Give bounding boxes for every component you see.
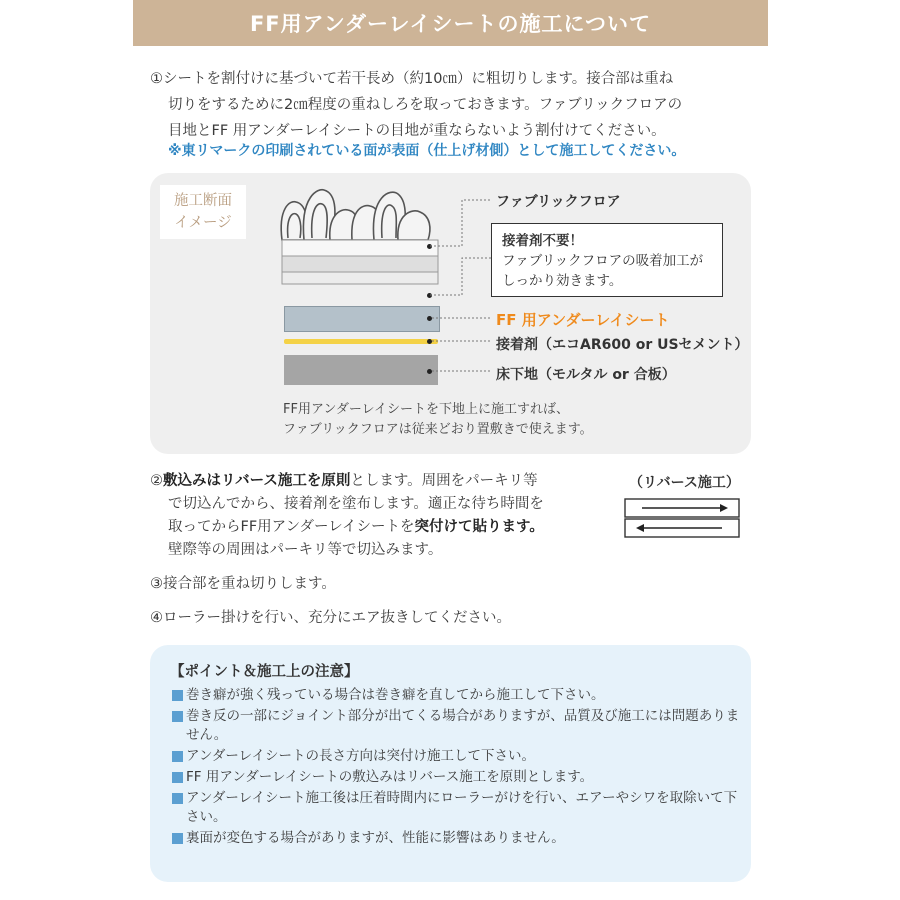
step2-line4: 壁際等の周囲はパーキリ等で切込みます。 (168, 542, 443, 558)
callout-line1: ファブリックフロアの吸着加工が (502, 253, 704, 269)
step2-line3a: 取ってからFF用アンダーレイシートを (168, 519, 415, 535)
surface-note: ※東リマークの印刷されている面が表面（仕上げ材側）として施工してください。 (168, 143, 686, 159)
step3-text: ③接合部を重ね切りします。 (150, 576, 336, 592)
step2-line2: で切込んでから、接着剤を塗布します。適正な待ち時間を (168, 496, 544, 512)
callout-line2: しっかり効きます。 (502, 273, 623, 289)
caption-line2: ファブリックフロアは従来どおり置敷きで使えます。 (283, 422, 593, 437)
step2-bold1: 敷込みはリバース施工を原則 (163, 473, 351, 489)
points-list (172, 686, 742, 850)
diagram-caption (283, 400, 593, 440)
callout-title: 接着剤不要！ (502, 233, 583, 249)
label-fabric-floor: ファブリックフロア (496, 194, 621, 210)
reverse-construction-label: （リバース施工） (629, 475, 740, 491)
label-adhesive: 接着剤（エコAR600 or USセメント） (496, 337, 749, 353)
page-title: FF用アンダーレイシートの施工について (133, 0, 768, 46)
label-underlay-sheet: FF 用アンダーレイシート (496, 311, 670, 329)
list-item: 裏面が変色する場合がありますが、性能に影響はありません。 (172, 829, 742, 848)
points-title: 【ポイント＆施工上の注意】 (170, 664, 359, 680)
step1-line1: ①シートを割付けに基づいて若干長め（約10㎝）に粗切りします。接合部は重ね (150, 71, 674, 87)
step4-text: ④ローラー掛けを行い、充分にエア抜きしてください。 (150, 610, 511, 626)
list-item: アンダーレイシート施工後は圧着時間内にローラーがけを行い、エアーやシワを取除いて下さい。 (172, 789, 742, 827)
step2-prefix: ② (150, 473, 163, 489)
caption-line1: FF用アンダーレイシートを下地上に施工すれば、 (283, 402, 570, 417)
step2-text1: とします。周囲をパーキリ等 (350, 473, 538, 489)
list-item: FF 用アンダーレイシートの敷込みはリバース施工を原則とします。 (172, 768, 742, 787)
step1-line2: 切りをするために2㎝程度の重ねしろを取っておきます。ファブリックフロアの (168, 97, 683, 113)
label-subfloor: 床下地（モルタル or 合板） (496, 367, 676, 383)
reverse-direction-diagram (624, 498, 740, 540)
step2-line3-bold: 突付けて貼ります。 (414, 519, 544, 535)
image-tag-line1: 施工断面 (174, 193, 232, 209)
step1-line3: 目地とFF 用アンダーレイシートの目地が重ならないよう割付けてください。 (168, 123, 666, 139)
adhesive-free-callout (491, 223, 723, 297)
list-item: 巻き癖が強く残っている場合は巻き癖を直してから施工して下さい。 (172, 686, 742, 705)
list-item: アンダーレイシートの長さ方向は突付け施工して下さい。 (172, 747, 742, 766)
image-tag-line2: イメージ (174, 215, 232, 231)
list-item: 巻き反の一部にジョイント部分が出てくる場合がありますが、品質及び施工には問題ありません。 (172, 707, 742, 745)
step2-text (150, 470, 610, 562)
